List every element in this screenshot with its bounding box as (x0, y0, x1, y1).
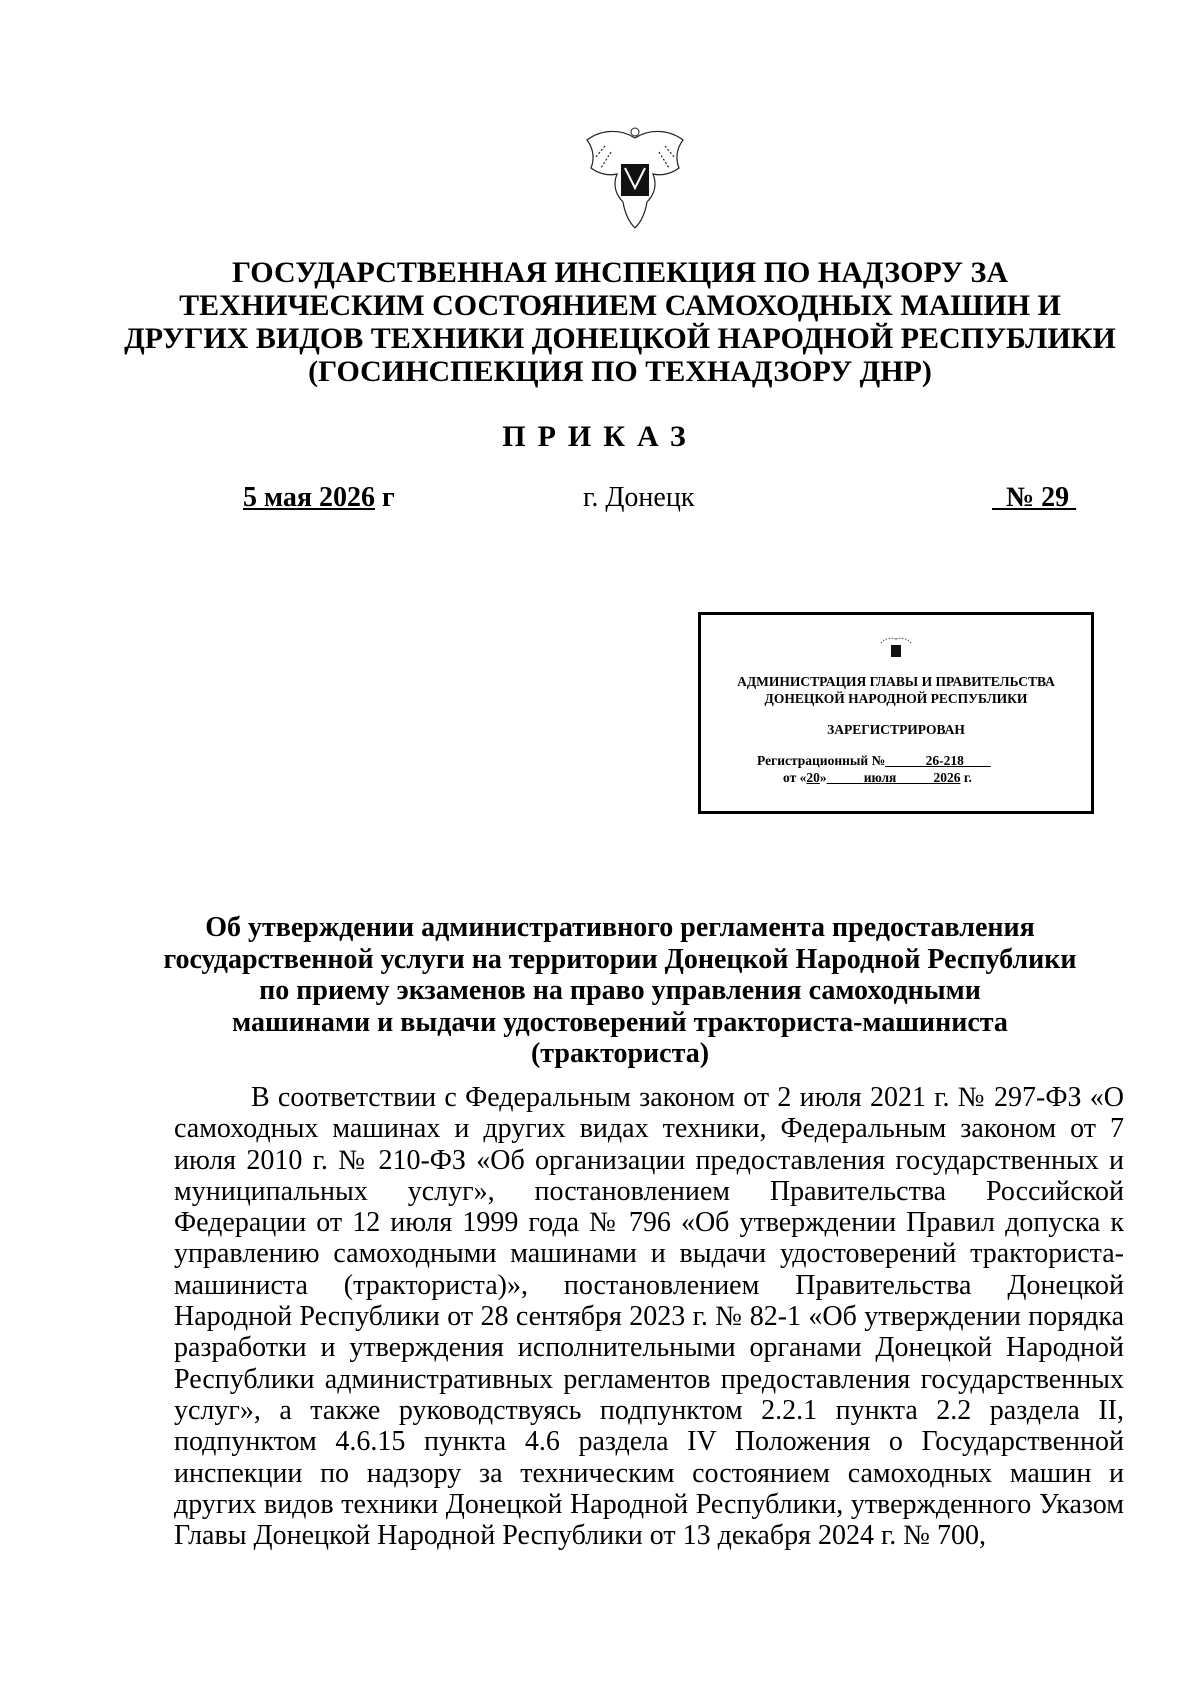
stamp-org-line: ДОНЕЦКОЙ НАРОДНОЙ РЕСПУБЛИКИ (764, 691, 1028, 706)
order-city: г. Донецк (583, 482, 695, 513)
order-date-value: 5 мая 2026 (243, 482, 376, 513)
subject-line: по приему экзаменов на право управления самоходными (259, 975, 981, 1006)
stamp-emblem-icon (878, 635, 914, 665)
stamp-day: 20 (806, 770, 820, 785)
stamp-year: 2026 (933, 770, 961, 785)
organization-line: ТЕХНИЧЕСКИМ СОСТОЯНИЕМ САМОХОДНЫХ МАШИН И (179, 289, 1061, 322)
organization-line: ГОСУДАРСТВЕННАЯ ИНСПЕКЦИЯ ПО НАДЗОРУ ЗА (231, 256, 1009, 289)
subject-line: (тракториста) (530, 1038, 710, 1069)
order-date-suffix: г (375, 482, 395, 513)
order-date (243, 482, 395, 514)
stamp-reg-label: Регистрационный № (757, 753, 886, 768)
stamp-status: ЗАРЕГИСТРИРОВАН (827, 722, 965, 737)
organization-line: ДРУГИХ ВИДОВ ТЕХНИКИ ДОНЕЦКОЙ НАРОДНОЙ РЕСПУБЛИКИ (124, 322, 1116, 355)
order-subject (120, 912, 1120, 1070)
registration-stamp (698, 612, 1094, 814)
organization-line: (ГОСИНСПЕКЦИЯ ПО ТЕХНАДЗОРУ ДНР) (308, 355, 932, 388)
order-number: № 29 (992, 482, 1077, 513)
double-headed-eagle-emblem-icon (565, 118, 705, 236)
body-paragraph: В соответствии с Федеральным законом от 2 июля 2021 г. № 297-ФЗ «О самоходных машинах и других видах техники, Федеральным законом от 7 июля 2010 г. № 210-ФЗ «Об организации предоставления государственных и муниципальных услуг», постановлением Правительства Российской Федерации от 12 июля 1999 года № 796 «Об утверждении Правил допуска к управлению самоходными машинами и выдачи удостоверений тракториста-машиниста (тракториста)», постановлением Правительства Донецкой Народной Республики от 28 сентября 2023 г. № 82-1 «Об утверждении порядка разработки и утверждения исполнительными органами Донецкой Народной Республики административных регламентов предоставления государственных услуг», а также руководствуясь подпунктом 2.2.1 пункта 2.2 раздела II, подпунктом 4.6.15 пункта 4.6 раздела IV Положения о Государственной инспекции по надзору за техническим состоянием самоходных машин и других видов техники Донецкой Народной Республики, утвержденного Указом Главы Донецкой Народной Республики от 13 декабря 2024 г. № 700, (174, 1082, 1124, 1552)
subject-line: Об утверждении административного регламента предоставления (205, 912, 1035, 943)
stamp-registration-number-line (701, 752, 1091, 769)
stamp-month: июля (863, 770, 897, 785)
stamp-org-line: АДМИНИСТРАЦИЯ ГЛАВЫ И ПРАВИТЕЛЬСТВА (737, 674, 1055, 689)
organization-header (120, 256, 1120, 388)
document-type-title: ПРИКАЗ (502, 420, 698, 453)
stamp-reg-number: 26-218 (925, 753, 964, 768)
subject-line: машинами и выдачи удостоверений тракториста-машиниста (232, 1006, 1008, 1038)
stamp-date-line: от «20» июля 2026 г. (783, 770, 972, 785)
subject-line: государственной услуги на территории Донецкой Народной Республики (163, 943, 1077, 975)
